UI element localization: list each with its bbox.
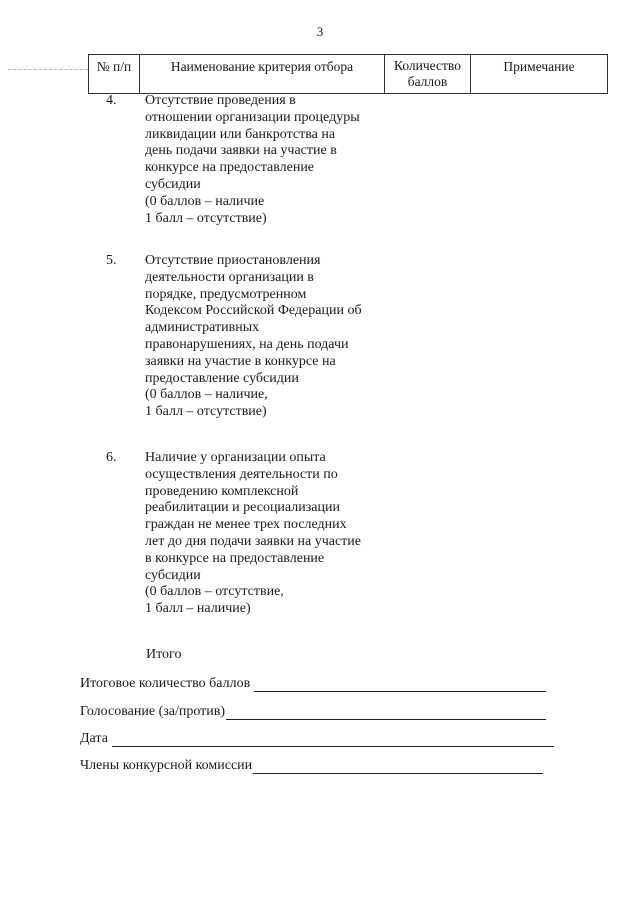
total-score-blank-line [254,679,546,692]
criterion-line: субсидии [145,176,201,192]
criterion-line: предоставление субсидии [145,370,299,386]
criterion-number: 5. [106,253,117,268]
date-field [80,731,554,747]
criterion-text [145,93,395,227]
criterion-line: заявки на участие в конкурсе на [145,353,336,369]
criterion-number: 4. [106,93,117,108]
criterion-line: ликвидации или банкротства на [145,126,336,142]
header-note: Примечание [471,55,608,94]
criterion-line: отношении организации процедуры [145,109,360,125]
criterion-line: лет до дня подачи заявки на участие [145,533,361,549]
header-criterion-name: Наименование критерия отбора [140,55,385,94]
criterion-line: Отсутствие проведения в [145,93,296,108]
total-score-label: Итоговое количество баллов [80,676,251,691]
criterion-line: (0 баллов – наличие [145,193,265,209]
criterion-line: 1 балл – отсутствие) [145,404,267,420]
criterion-line: Кодексом Российской Федерации об [145,303,362,319]
criterion-text [145,253,395,421]
criterion-text [145,450,395,618]
commission-members-field [80,758,543,774]
criterion-line: (0 баллов – отсутствие, [145,584,284,600]
page-number: 3 [316,24,324,39]
total-score-field [80,676,546,692]
criterion-line: реабилитации и ресоциализации [145,500,340,516]
criterion-line: в конкурсе на предоставление [145,550,325,566]
header-score-count: Количество баллов [385,55,471,94]
header-number: № п/п [89,55,140,94]
date-label: Дата [80,731,108,746]
criterion-line: деятельности организации в [145,269,314,285]
criterion-line: граждан не менее трех последних [145,517,347,533]
header-leader-line [8,69,88,70]
commission-blank-line [253,761,543,774]
criterion-line: 1 балл – отсутствие) [145,210,267,226]
voting-blank-line [226,707,546,720]
criterion-line: Отсутствие приостановления [145,253,321,268]
criterion-line: день подачи заявки на участие в [145,143,337,159]
criterion-line: правонарушениях, на день подачи [145,336,349,352]
criterion-line: субсидии [145,567,201,583]
date-blank-line [112,734,554,747]
voting-field [80,704,546,720]
commission-members-label: Члены конкурсной комиссии [80,758,253,773]
table-header-row [89,55,608,94]
criterion-line: порядке, предусмотренном [145,286,307,302]
voting-label: Голосование (за/против) [80,704,226,719]
criterion-line: осуществления деятельности по [145,466,338,482]
criterion-line: конкурсе на предоставление [145,160,315,176]
criteria-table-header [88,54,608,94]
criterion-line: 1 балл – наличие) [145,601,251,617]
criterion-line: Наличие у организации опыта [145,450,326,465]
criterion-line: административных [145,320,260,336]
total-label: Итого [146,647,182,662]
criterion-line: проведению комплексной [145,483,299,499]
criterion-line: (0 баллов – наличие, [145,387,268,403]
criterion-number: 6. [106,450,117,465]
